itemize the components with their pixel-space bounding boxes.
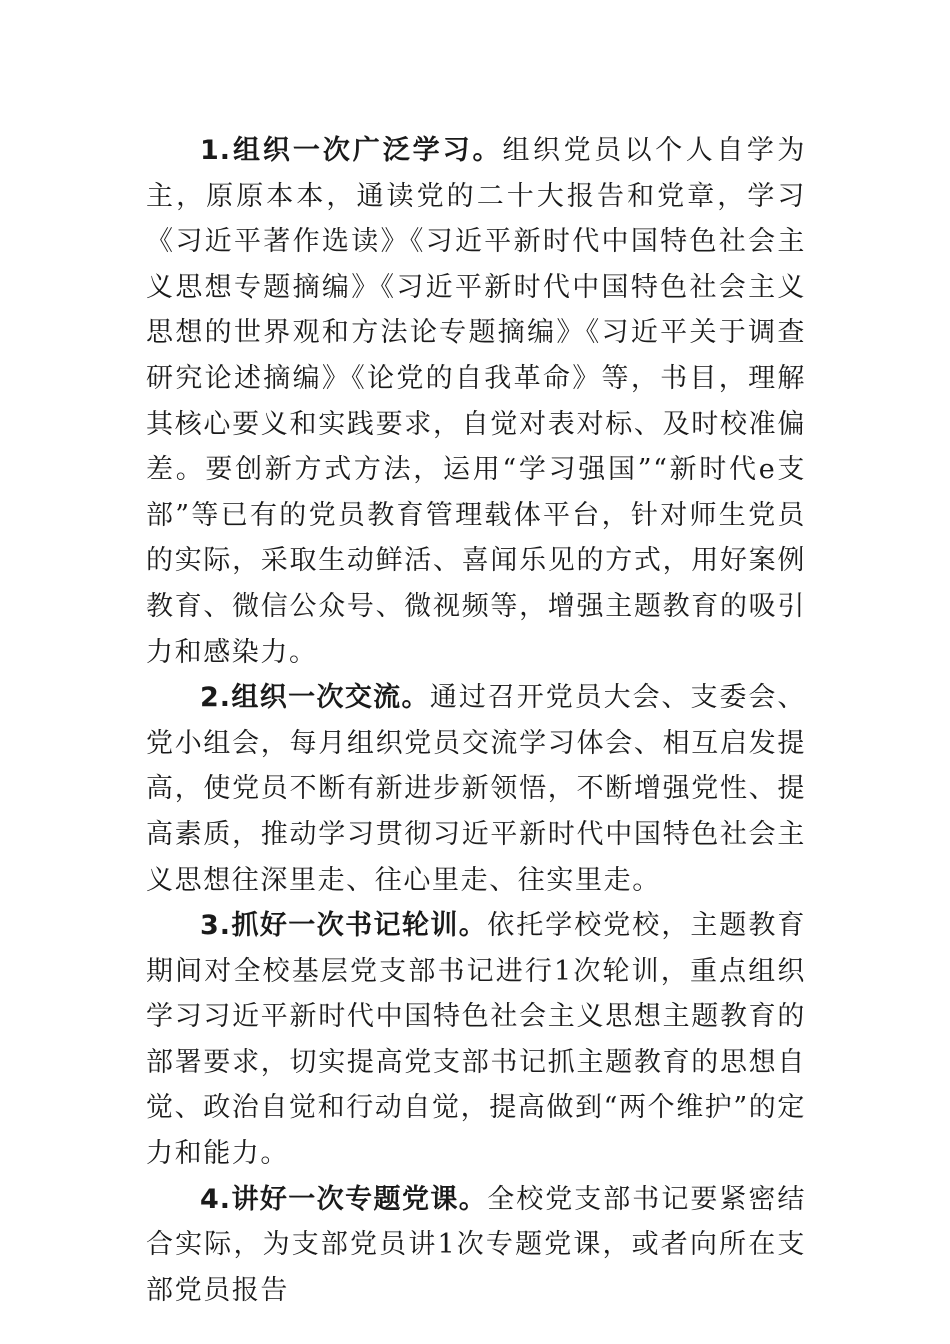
paragraph-3 (146, 903, 806, 1177)
paragraph-2-text: 通过召开党员大会、支委会、党小组会，每月组织党员交流学习体会、相互启发提高，使党员不断有新进步新领悟，不断增强党性、提高素质，推动学习贯彻习近平新时代中国特色社会主义思想往深里走、往心里走、往实里走。 (146, 682, 806, 896)
paragraph-1-heading: 1.组织一次广泛学习。 (200, 135, 503, 166)
paragraph-4 (146, 1177, 806, 1314)
paragraph-4-heading: 4.讲好一次专题党课。 (200, 1183, 488, 1215)
paragraph-2-heading: 2.组织一次交流。 (200, 682, 430, 714)
paragraph-3-heading: 3.抓好一次书记轮训。 (200, 910, 488, 942)
paragraph-2 (146, 675, 806, 903)
paragraph-3-text: 依托学校党校，主题教育期间对全校基层党支部书记进行1次轮训，重点组织学习习近平新时代中国特色社会主义思想主题教育的部署要求，切实提高党支部书记抓主题教育的思想自觉、政治自觉和行动自觉，提高做到“两个维护”的定力和能力。 (146, 910, 807, 1170)
paragraph-1-text: 组织党员以个人自学为主，原原本本，通读党的二十大报告和党章，学习《习近平著作选读》《习近平新时代中国特色社会主义思想专题摘编》《习近平新时代中国特色社会主义思想的世界观和方法论专题摘编》《习近平关于调查研究论述摘编》《论党的自我革命》等，书目，理解其核心要义和实践要求，自觉对表对标、及时校准偏差。要创新方式方法，运用“学习强国”“新时代e支部”等已有的党员教育管理载体平台，针对师生党员的实际，采取生动鲜活、喜闻乐见的方式，用好案例教育、微信公众号、微视频等，增强主题教育的吸引力和感染力。 (146, 135, 807, 668)
paragraph-4-text: 全校党支部书记要紧密结合实际，为支部党员讲1次专题党课，或者向所在支部党员报告 (146, 1183, 806, 1306)
paragraph-1 (146, 128, 806, 675)
document-body (146, 128, 806, 1313)
